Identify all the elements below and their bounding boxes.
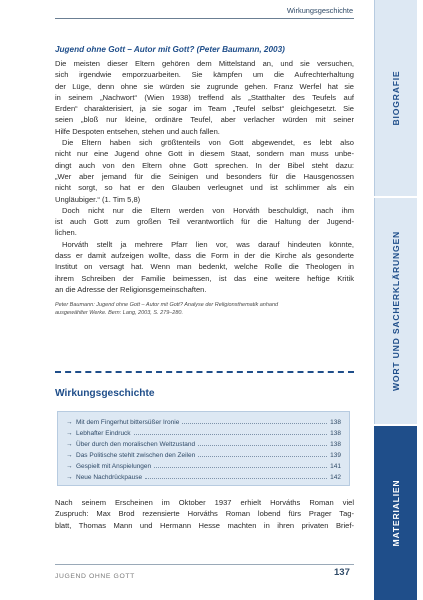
text-line: „Wer aber jemand für die Seinigen und besonders für die Hausgenossen [55,171,354,181]
leader-dots [198,456,327,457]
tab-materialien[interactable] [374,426,417,600]
paragraph-4 [55,239,354,295]
paragraph-1 [55,58,354,137]
text-line: dingt auch von den Eltern ohne Gott sprechen. In der Bibel steht dazu: [55,160,354,170]
text-line: Doch nicht nur die Eltern werden von Horváth beschuldigt, nach ihm [62,205,354,215]
toc-item-text: Gespielt mit Anspielungen [76,463,152,470]
text-line: seien „bloß nur kleine, ordinäre Teufel, aber verlacher würden mit seiner [55,115,354,125]
toc-item-text: Mit dem Fingerhut bittersüßer Ironie [76,419,180,426]
toc-item-text: Lebhafter Eindruck [76,430,131,437]
tab-materialien-label: MATERIALIEN [391,479,401,547]
toc-item-text: Über durch den moralischen Weltzustand [76,441,196,448]
text-line: Nach seinem Erscheinen im Oktober 1937 erhielt Horváths Roman viel [55,498,354,507]
toc-box [57,411,350,486]
text-line: Erden“ charakterisiert, ja sie sogar im Team „Teufel selbst“ gleichgesetzt. Sie [55,104,354,114]
running-header: Wirkungsgeschichte [286,6,354,15]
arrow-icon: → [66,463,73,470]
section-divider [55,371,354,373]
leader-dots [154,467,327,468]
article [55,44,354,317]
leader-dots [198,445,327,446]
text-line: Die Eltern haben sich größtenteils von Gott abgewendet, es lebt also [62,138,354,148]
text-line: an die Adresse der Religionsgemeinschaften. [55,284,207,294]
toc-item-page: 142 [330,474,341,481]
toc-item-page: 141 [330,463,341,470]
toc-item-text: Neue Nachdrückpause [76,474,143,481]
text-line: Institut on versagt hat. Wenn man bedenkt, welche Rolle die Theologen in [55,262,354,272]
text-line: lichen. [55,228,77,238]
paragraph-3 [55,205,354,239]
toc-item[interactable] [66,473,341,483]
source-line: ausgewählter Werke. Bern: Lang, 2003, S. 279–280. [55,310,184,317]
text-line: dass er damit aufzeigen wollte, dass die Form in der die Kirche als gesonderte [55,251,354,261]
tab-wort-label: WORT UND SACHERKLÄRUNGEN [391,230,401,392]
text-line: ist auch Gott zum großen Teil verantwortlich für die Haltung der Jugend- [55,217,354,227]
text-line: in seinem „Nachwort“ (Wien 1938) treffend als „Statthalter des Teufels auf [55,92,354,102]
tab-biografie-label: BIOGRAFIE [391,70,401,126]
footer-book-title: JUGEND OHNE GOTT [55,573,135,580]
text-line: Hilfe Despoten entsehen, stehen und auch fallen. [55,126,220,136]
text-line: Zuspruch: Max Brod rezensierte Horváths Roman lobend fürs Prager Tag- [55,509,354,519]
section-title: Wirkungsgeschichte [55,388,155,399]
leader-dots [182,423,327,424]
text-line: der Lüge, denn ohne sie würden sie zugrunde gehen. Franz Werfel hat sie [55,81,354,91]
text-line: blatt, Thomas Mann und Hermann Hesse machten in ihren privaten Brief- [55,520,354,530]
source-citation [55,301,354,317]
toc-item[interactable] [66,440,341,450]
text-line: ihrem Schreiben der Familie beimessen, ist das eine weitere heftige Kritik [55,273,354,283]
text-line: Die meisten dieser Eltern gehören dem Mittelstand an, und sie versuchen, [55,59,354,68]
arrow-icon: → [66,474,73,481]
footer-rule [55,564,354,565]
text-line: nicht nur eine Jugend ohne Gott in diesem Staat, sondern man muss unbe- [55,149,354,159]
tab-wort-und-sacherklaerungen[interactable] [374,198,417,424]
text-line: Horváth stellt ja mehrere Pfarr lien vor, was darauf hindeuten könnte, [62,239,354,249]
toc-item-page: 138 [330,419,341,426]
arrow-icon: → [66,419,73,426]
arrow-icon: → [66,430,73,437]
toc-item[interactable] [66,451,341,461]
source-line: Peter Baumann: Jugend ohne Gott – Autor mit Gott? Analyse der Religionsthematik anhand [55,302,279,309]
tab-biografie[interactable] [374,0,417,196]
article-title: Jugend ohne Gott – Autor mit Gott? (Peter Baumann, 2003) [55,45,285,54]
text-line: sich irgendwie emporzuarbeiten. Sie kämpfen um die Aufrechterhaltung [55,70,354,80]
arrow-icon: → [66,452,73,459]
toc-item-text: Das Politische stehlt zwischen den Zeilen [76,452,196,459]
leader-dots [134,434,328,435]
header-rule [55,18,354,19]
arrow-icon: → [66,441,73,448]
toc-item[interactable] [66,418,341,428]
page-number: 137 [334,567,350,578]
toc-item-page: 138 [330,430,341,437]
toc-item-page: 138 [330,441,341,448]
text-line: nicht sorgt, so hat er den Glauben verleugnet und ist schlimmer als ein [55,183,354,193]
toc-item[interactable] [66,462,341,472]
paragraph-after [55,497,354,531]
text-line: Ungläubiger.“ (1. Tim 5,8) [55,194,141,204]
toc-item[interactable] [66,429,341,439]
paragraph-2 [55,137,354,205]
toc-item-page: 139 [330,452,341,459]
leader-dots [145,478,327,479]
